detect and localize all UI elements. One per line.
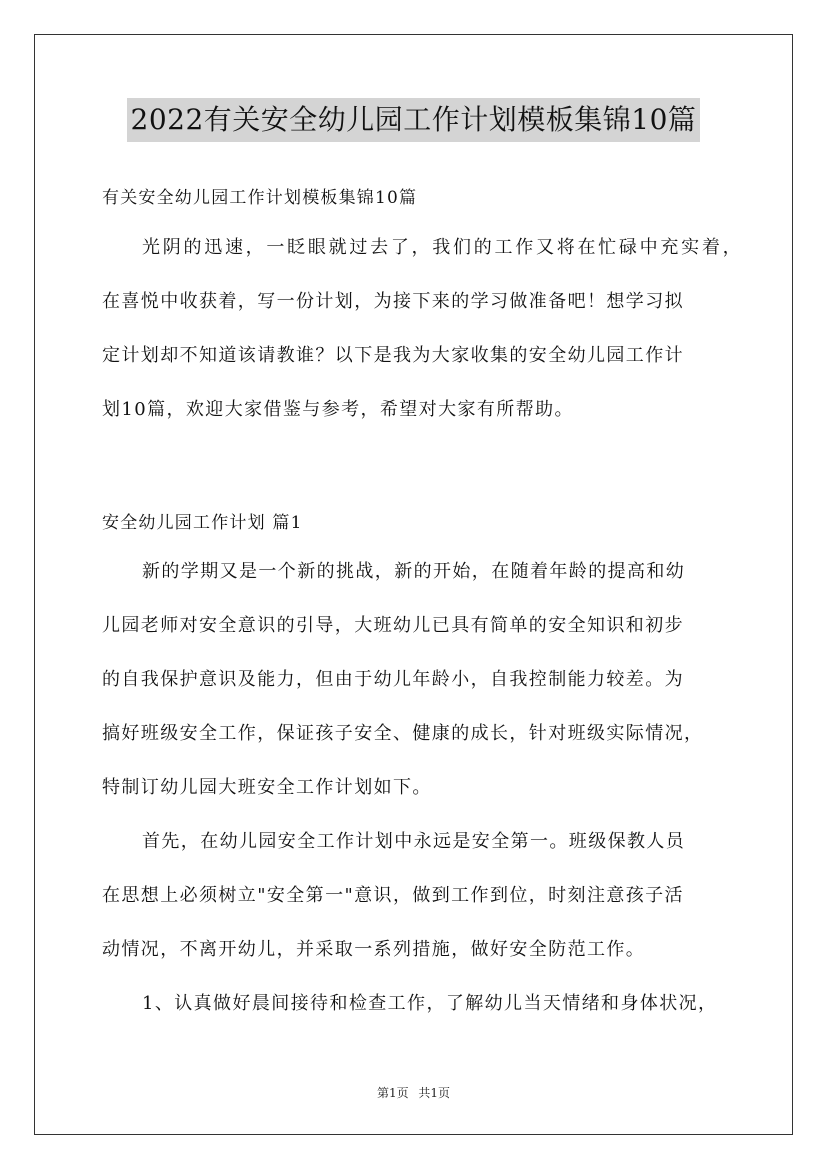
paragraph-3 — [102, 986, 742, 1021]
paragraph-line: 动情况，不离开幼儿，并采取一系列措施，做好安全防范工作。 — [102, 939, 646, 960]
paragraph-line: 光阴的迅速，一眨眼就过去了，我们的工作又将在忙碌中充实着， — [142, 237, 742, 258]
section-heading: 安全幼儿园工作计划 篇1 — [102, 513, 303, 533]
page-total: 共1页 — [418, 1086, 451, 1100]
document-title-text: 2022有关安全幼儿园工作计划模板集锦10篇 — [127, 98, 701, 142]
document-title — [0, 98, 827, 142]
intro-paragraph — [102, 230, 742, 427]
paragraph-line: 定计划却不知道该请教谁？以下是我为大家收集的安全幼儿园工作计 — [102, 345, 684, 366]
paragraph-2 — [102, 824, 742, 967]
paragraph-line: 在思想上必须树立"安全第一"意识，做到工作到位，时刻注意孩子活 — [102, 885, 684, 906]
paragraph-line: 划10篇，欢迎大家借鉴与参考，希望对大家有所帮助。 — [102, 399, 574, 420]
paragraph-line: 在喜悦中收获着，写一份计划，为接下来的学习做准备吧！想学习拟 — [102, 291, 684, 312]
paragraph-1 — [102, 554, 742, 805]
paragraph-line: 1、认真做好晨间接待和检查工作，了解幼儿当天情绪和身体状况， — [142, 993, 718, 1014]
page-number: 第1页 — [376, 1086, 409, 1100]
paragraph-line: 特制订幼儿园大班安全工作计划如下。 — [102, 777, 432, 798]
paragraph-line: 儿园老师对安全意识的引导，大班幼儿已具有简单的安全知识和初步 — [102, 615, 684, 636]
paragraph-line: 搞好班级安全工作，保证孩子安全、健康的成长，针对班级实际情况， — [102, 723, 704, 744]
page-footer — [0, 1084, 827, 1101]
document-subtitle: 有关安全幼儿园工作计划模板集锦10篇 — [102, 188, 418, 208]
paragraph-line: 首先，在幼儿园安全工作计划中永远是安全第一。班级保教人员 — [142, 831, 686, 852]
paragraph-line: 新的学期又是一个新的挑战，新的开始，在随着年龄的提高和幼 — [142, 561, 686, 582]
paragraph-line: 的自我保护意识及能力，但由于幼儿年龄小，自我控制能力较差。为 — [102, 669, 684, 690]
